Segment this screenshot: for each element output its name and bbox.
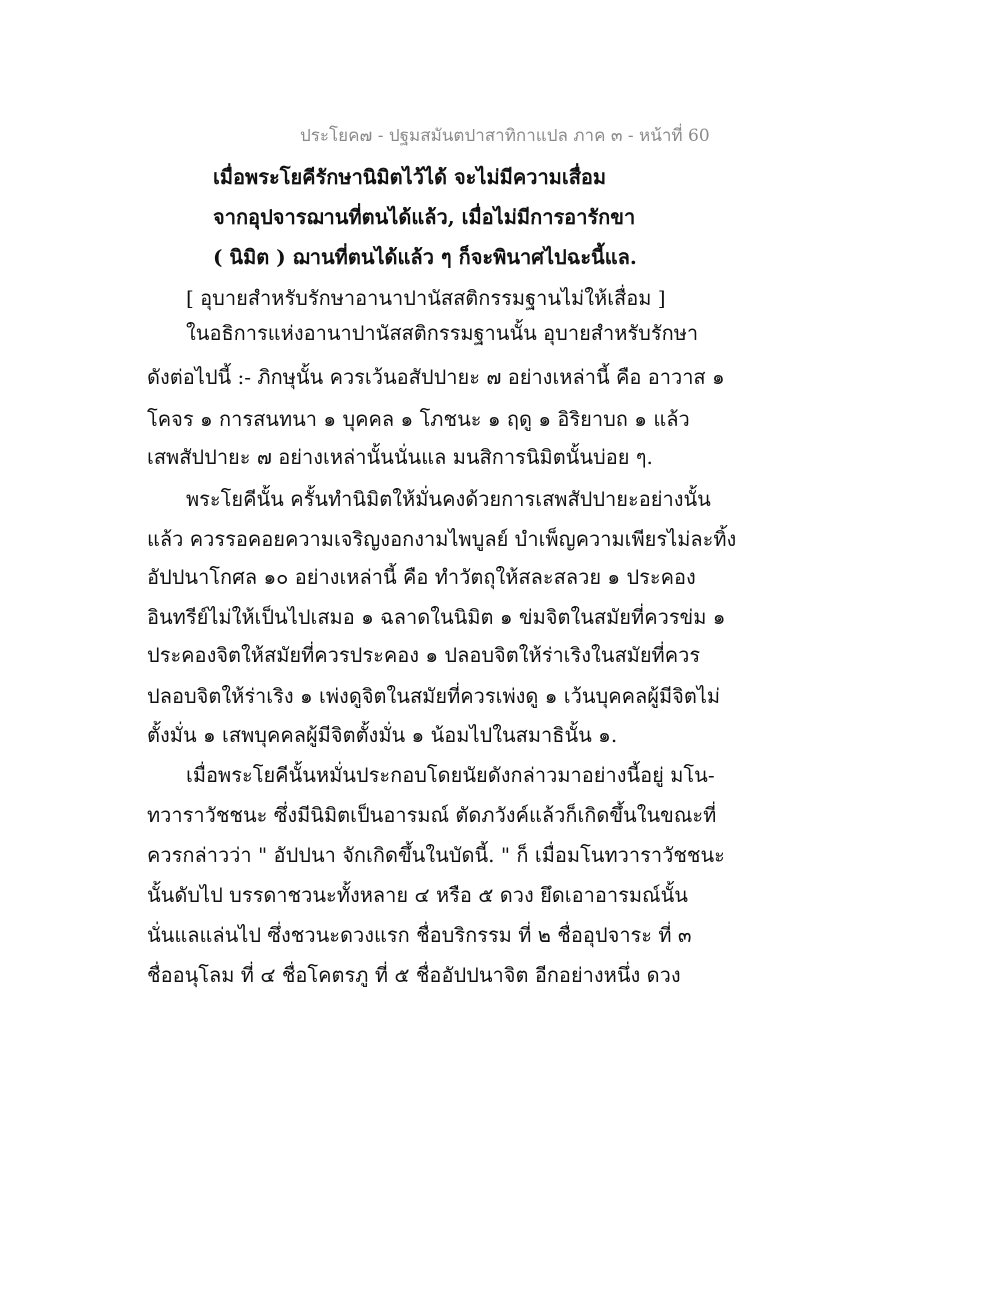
running-header: ประโยค๗ - ปฐมสมันตปาสาทิกาแปล ภาค ๓ - หน้าที่ 60: [300, 126, 710, 146]
paragraph-line: เสพสัปปายะ ๗ อย่างเหล่านั้นนั่นแล มนสิการนิมิตนั้นบ่อย ๆ.: [147, 445, 653, 469]
paragraph-line: ดังต่อไปนี้ :- ภิกษุนั้น ควรเว้นอสัปปายะ ๗ อย่างเหล่านี้ คือ อาวาส ๑: [147, 365, 725, 389]
paragraph-line: ในอธิการแห่งอานาปานัสสติกรรมฐานนั้น อุบายสำหรับรักษา: [186, 321, 699, 345]
paragraph-line: ตั้งมั่น ๑ เสพบุคคลผู้มีจิตตั้งมั่น ๑ น้อมไปในสมาธินั้น ๑.: [147, 723, 618, 747]
paragraph-line: พระโยคีนั้น ครั้นทำนิมิตให้มั่นคงด้วยการเสพสัปปายะอย่างนั้น: [186, 487, 711, 511]
paragraph-line: อินทรีย์ไม่ให้เป็นไปเสมอ ๑ ฉลาดในนิมิต ๑ ข่มจิตในสมัยที่ควรข่ม ๑: [147, 605, 726, 629]
verse-line: เมื่อพระโยคีรักษานิมิตไว้ได้ จะไม่มีความเสื่อม: [213, 165, 607, 189]
paragraph-line: ประคองจิตให้สมัยที่ควรประคอง ๑ ปลอบจิตให้ร่าเริงในสมัยที่ควร: [147, 643, 701, 667]
paragraph-line: ปลอบจิตให้ร่าเริง ๑ เพ่งดูจิตในสมัยที่ควรเพ่งดู ๑ เว้นบุคคลผู้มีจิตไม่: [147, 684, 721, 708]
verse-line: จากอุปจารฌานที่ตนได้แล้ว, เมื่อไม่มีการอารักขา: [213, 205, 636, 229]
paragraph-line: ควรกล่าวว่า " อัปปนา จักเกิดขึ้นในบัดนี้. " ก็ เมื่อมโนทวาราวัชชนะ: [147, 843, 725, 867]
paragraph-line: เมื่อพระโยคีนั้นหมั่นประกอบโดยนัยดังกล่าวมาอย่างนี้อยู่ มโน-: [186, 763, 715, 787]
paragraph-line: นั้นดับไป บรรดาชวนะทั้งหลาย ๔ หรือ ๕ ดวง ยึดเอาอารมณ์นั้น: [147, 883, 688, 907]
paragraph-line: ชื่ออนุโลม ที่ ๔ ชื่อโคตรภู ที่ ๕ ชื่ออัปปนาจิต อีกอย่างหนึ่ง ดวง: [147, 963, 681, 987]
paragraph-line: โคจร ๑ การสนทนา ๑ บุคคล ๑ โภชนะ ๑ ฤดู ๑ อิริยาบถ ๑ แล้ว: [147, 407, 690, 431]
paragraph-line: แล้ว ควรรอคอยความเจริญงอกงามไพบูลย์ บำเพ็ญความเพียรไม่ละทิ้ง: [147, 527, 737, 551]
section-heading: [ อุบายสำหรับรักษาอานาปานัสสติกรรมฐานไม่ให้เสื่อม ]: [186, 286, 666, 310]
verse-block: [213, 157, 773, 277]
verse-line: ( นิมิต ) ฌานที่ตนได้แล้ว ๆ ก็จะพินาศไปฉะนี้แล.: [213, 245, 637, 269]
paragraph-line: นั่นแลแล่นไป ซึ่งชวนะดวงแรก ชื่อบริกรรม ที่ ๒ ชื่ออุปจาระ ที่ ๓: [147, 923, 692, 947]
paragraph-line: อัปปนาโกศล ๑๐ อย่างเหล่านี้ คือ ทำวัตถุให้สละสลวย ๑ ประคอง: [147, 565, 696, 589]
paragraph-line: ทวาราวัชชนะ ซึ่งมีนิมิตเป็นอารมณ์ ตัดภวังค์แล้วก็เกิดขึ้นในขณะที่: [147, 803, 717, 827]
